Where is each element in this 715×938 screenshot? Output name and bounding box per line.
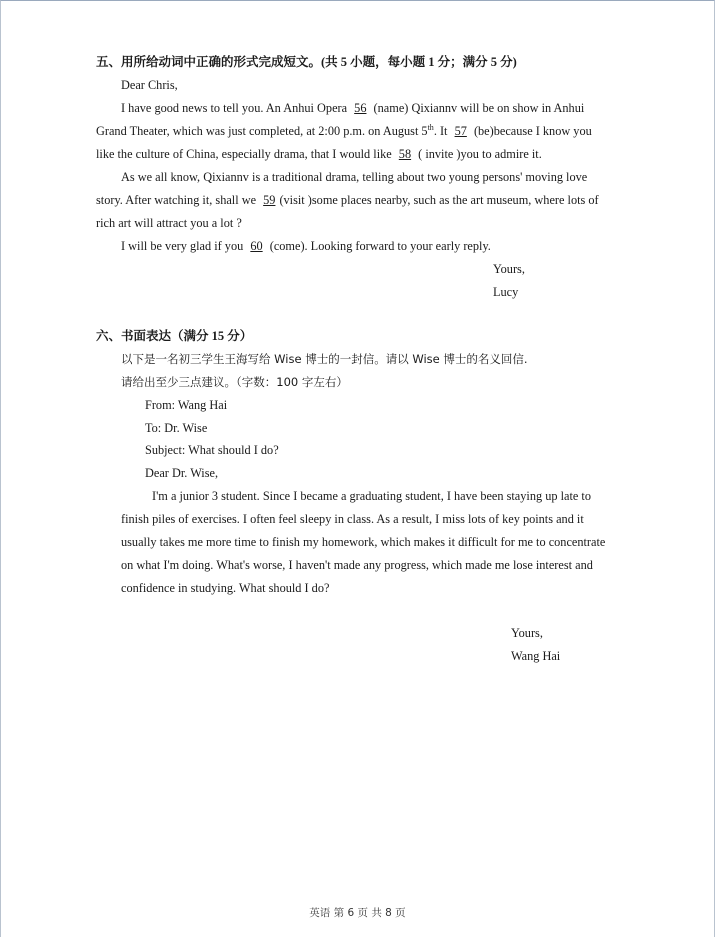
email-body-line-3: usually takes me more time to finish my homework, which makes it difficult for me to concentrate bbox=[121, 535, 606, 549]
section6-heading: 六、书面表达（满分 15 分） bbox=[96, 329, 253, 343]
blank-59: 59 bbox=[263, 193, 276, 207]
letter-signature: Lucy bbox=[493, 285, 519, 299]
email-body-line-2: finish piles of exercises. I often feel sleepy in class. As a result, I miss lots of key points and it bbox=[121, 512, 584, 526]
text: like the culture of China, especially drama, that I would like bbox=[96, 147, 392, 161]
letter-closing: Yours, bbox=[493, 262, 525, 276]
paragraph-1-line-3 bbox=[96, 146, 542, 162]
blank-60: 60 bbox=[250, 239, 263, 253]
email-body-line-5: confidence in studying. What should I do? bbox=[121, 581, 330, 595]
text: ( invite )you to admire it. bbox=[418, 147, 542, 161]
email-body-line-1: I'm a junior 3 student. Since I became a graduating student, I have been staying up late to bbox=[152, 489, 591, 503]
text: story. After watching it, shall we bbox=[96, 193, 257, 207]
paragraph-2-line-2 bbox=[96, 192, 599, 208]
text: (come). Looking forward to your early reply. bbox=[269, 239, 491, 253]
blank-58: 58 bbox=[398, 147, 412, 161]
paragraph-1-line-1 bbox=[121, 100, 584, 116]
text: (visit )some places nearby, such as the art museum, where lots of bbox=[279, 193, 599, 207]
email-closing: Yours, bbox=[511, 626, 543, 640]
page-footer: 英语 第 6 页 共 8 页 bbox=[309, 907, 406, 919]
text: Grand Theater, which was just completed, at 2:00 p.m. on August 5 bbox=[96, 124, 428, 138]
writing-instruction-1: 以下是一名初三学生王海写给 Wise 博士的一封信。请以 Wise 博士的名义回信. bbox=[121, 352, 528, 366]
paragraph-2-line-1: As we all know, Qixiannv is a traditional drama, telling about two young persons' moving love bbox=[121, 170, 588, 184]
paragraph-3 bbox=[121, 238, 491, 254]
text: I will be very glad if you bbox=[121, 239, 244, 253]
text: . It bbox=[433, 124, 448, 138]
email-subject: Subject: What should I do? bbox=[145, 443, 279, 457]
email-to: To: Dr. Wise bbox=[145, 421, 208, 435]
paragraph-1-line-2 bbox=[96, 123, 592, 139]
section5-heading: 五、用所给动词中正确的形式完成短文。(共 5 小题，每小题 1 分；满分 5 分) bbox=[96, 55, 517, 69]
writing-instruction-2: 请给出至少三点建议。（字数：100 字左右） bbox=[121, 375, 348, 389]
blank-57: 57 bbox=[454, 124, 467, 138]
email-greeting: Dear Dr. Wise, bbox=[145, 466, 219, 480]
letter-greeting: Dear Chris, bbox=[121, 78, 178, 92]
email-signature: Wang Hai bbox=[511, 649, 561, 663]
text: (name) Qixiannv will be on show in Anhui bbox=[373, 101, 585, 115]
email-body-line-4: on what I'm doing. What's worse, I haven't made any progress, which made me lose interest and bbox=[121, 558, 593, 572]
text: (be)because I know you bbox=[473, 124, 592, 138]
paragraph-2-line-3: rich art will attract you a lot ? bbox=[96, 216, 242, 230]
superscript-th: th bbox=[427, 122, 434, 132]
blank-56: 56 bbox=[354, 101, 367, 115]
text: I have good news to tell you. An Anhui Opera bbox=[121, 101, 348, 115]
email-from: From: Wang Hai bbox=[145, 398, 228, 412]
